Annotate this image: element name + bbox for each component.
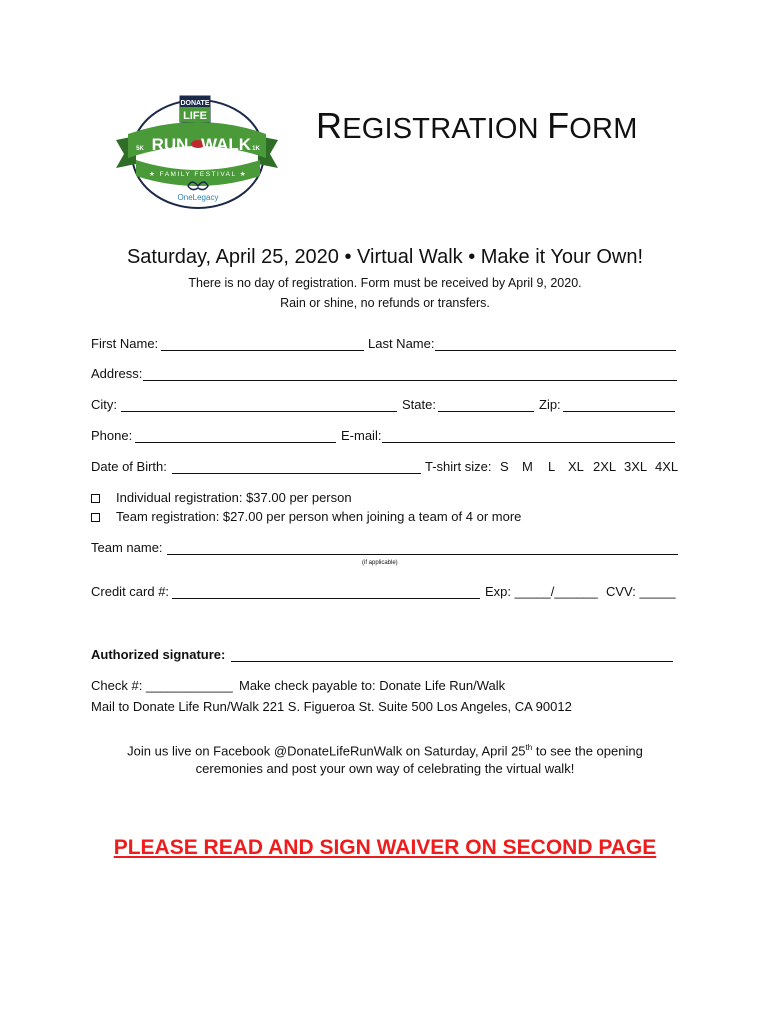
title-rest-1: EGISTRATION: [342, 113, 548, 145]
facebook-note-superscript: th: [525, 743, 533, 752]
logo-walk: WALK: [200, 135, 252, 154]
dob-field[interactable]: [172, 473, 421, 474]
page-title: [316, 104, 638, 151]
team-registration-checkbox[interactable]: [91, 513, 100, 522]
tshirt-size-xl[interactable]: XL: [568, 459, 584, 474]
individual-registration-option[interactable]: [91, 489, 352, 507]
tshirt-size-3xl[interactable]: 3XL: [624, 459, 648, 474]
state-field[interactable]: [438, 411, 534, 412]
team-name-label: Team name:: [91, 540, 163, 555]
cvv-field[interactable]: CVV: _____: [606, 584, 676, 599]
title-initial-f: F: [547, 105, 570, 146]
if-applicable-note: (if applicable): [362, 560, 398, 566]
last-name-field[interactable]: [435, 350, 676, 351]
facebook-note-line2: ceremonies and post your own way of celebrating the virtual walk!: [195, 761, 575, 776]
tshirt-size-4xl[interactable]: 4XL: [655, 459, 679, 474]
event-line: Saturday, April 25, 2020 • Virtual Walk • Make it Your Own!: [126, 246, 644, 268]
tshirt-size-2xl[interactable]: 2XL: [593, 459, 617, 474]
mailing-address-note: Mail to Donate Life Run/Walk 221 S. Figueroa St. Suite 500 Los Angeles, CA 90012: [91, 699, 572, 714]
email-field[interactable]: [382, 442, 675, 443]
check-payable-note: Make check payable to: Donate Life Run/Walk: [239, 678, 506, 693]
title-initial-r: R: [316, 105, 343, 146]
address-field[interactable]: [143, 380, 677, 381]
facebook-note-text-a: Join us live on Facebook @DonateLifeRunWalk on Saturday, April 25: [127, 743, 526, 759]
check-number-field[interactable]: Check #: ____________: [91, 678, 233, 693]
email-label: E-mail:: [341, 428, 382, 443]
zip-label: Zip:: [539, 397, 561, 412]
team-registration-option[interactable]: [91, 508, 521, 526]
credit-card-label: Credit card #:: [91, 584, 170, 599]
tshirt-size-label: T-shirt size:: [425, 459, 492, 474]
logo-ribbon: ★ FAMILY FESTIVAL ★: [148, 171, 248, 178]
team-registration-label: Team registration: $27.00 per person when joining a team of 4 or more: [116, 509, 522, 524]
team-name-field[interactable]: [167, 554, 678, 555]
city-label: City:: [91, 397, 117, 412]
run-walk-logo-graphic: [112, 92, 282, 212]
logo-run: RUN: [151, 135, 189, 154]
logo-sponsor: OneLegacy: [177, 193, 219, 202]
city-field[interactable]: [121, 411, 397, 412]
address-label: Address:: [91, 366, 143, 381]
title-rest-2: ORM: [569, 113, 638, 145]
tshirt-size-m[interactable]: M: [522, 459, 533, 474]
waiver-warning: PLEASE READ AND SIGN WAIVER ON SECOND PAGE: [113, 836, 657, 859]
zip-field[interactable]: [563, 411, 675, 412]
tshirt-size-s[interactable]: S: [500, 459, 509, 474]
credit-card-field[interactable]: [172, 598, 480, 599]
logo-badge-line2: LIFE: [183, 110, 207, 122]
facebook-note-text-b: to see the opening: [532, 743, 643, 759]
expiration-field[interactable]: Exp: _____/______: [485, 584, 598, 599]
logo-1k: 1K: [252, 146, 260, 152]
individual-registration-checkbox[interactable]: [91, 494, 100, 503]
individual-registration-label: Individual registration: $37.00 per person: [116, 490, 352, 505]
last-name-label: Last Name:: [368, 336, 435, 351]
tshirt-size-l[interactable]: L: [548, 459, 556, 474]
event-logo: [112, 92, 282, 212]
logo-badge-line1: DONATE: [180, 100, 210, 107]
registration-deadline-note: There is no day of registration. Form must be received by April 9, 2020.: [188, 276, 582, 290]
first-name-field[interactable]: [161, 350, 364, 351]
first-name-label: First Name:: [91, 336, 159, 351]
dob-label: Date of Birth:: [91, 459, 167, 474]
authorized-signature-label: Authorized signature:: [91, 647, 226, 662]
state-label: State:: [402, 397, 436, 412]
authorized-signature-field[interactable]: [231, 661, 673, 662]
logo-5k: 5K: [136, 146, 144, 152]
phone-field[interactable]: [135, 442, 336, 443]
refund-policy-note: Rain or shine, no refunds or transfers.: [280, 296, 490, 310]
phone-label: Phone:: [91, 428, 133, 443]
